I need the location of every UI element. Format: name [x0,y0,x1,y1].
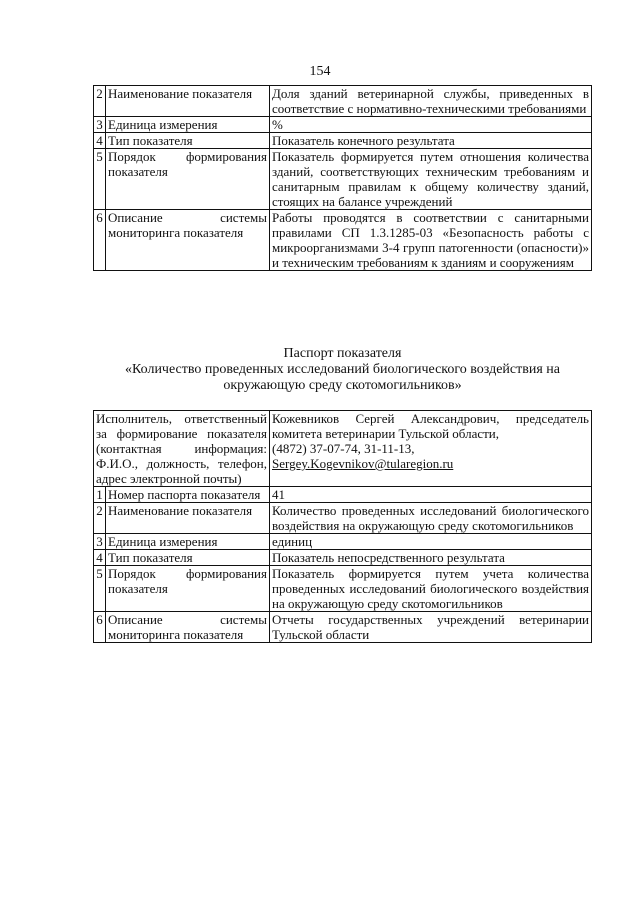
passport-label: Паспорт показателя [283,346,402,361]
row-value: Показатель формируется путем отношения количества зданий, соответствующих техническим требованиям и санитарным правилам к общему количеству зданий, стоящих на балансе учреждений [270,149,592,210]
executor-info [270,411,592,487]
table-row [94,210,592,271]
row-number: 5 [94,149,106,210]
row-label: Единица измерения [106,534,270,550]
row-number: 6 [94,210,106,271]
table-row [94,612,592,643]
indicator-table-continued [93,85,592,271]
row-label: Описание системы мониторинга показателя [106,210,270,271]
row-number: 1 [94,487,106,503]
table-row [94,149,592,210]
passport-title-line1: «Количество проведенных исследований биологического воздействия на [125,362,560,377]
row-label: Тип показателя [106,550,270,566]
row-label: Порядок формирования показателя [106,149,270,210]
row-value: 41 [270,487,592,503]
executor-email-link[interactable]: Sergey.Kogevnikov@tularegion.ru [272,456,454,471]
row-number: 2 [94,503,106,534]
row-value: единиц [270,534,592,550]
row-value: % [270,117,592,133]
passport-heading [60,346,625,394]
row-number: 3 [94,117,106,133]
row-value: Доля зданий ветеринарной службы, приведенных в соответствие с нормативно-техническими требованиями [270,86,592,117]
row-value: Работы проводятся в соответствии с санитарными правилами СП 1.3.1285-03 «Безопасность работы с микроорганизмами 3-4 групп патогенности (опасности)» и техническим требованиям к зданиям и сооружениям [270,210,592,271]
table-row [94,487,592,503]
row-value: Показатель формируется путем учета количества проведенных исследований биологического воздействия на окружающую среду скотомогильников [270,566,592,612]
page-number: 154 [309,64,331,79]
table-row [94,117,592,133]
executor-name: Кожевников Сергей Александрович, председатель комитета ветеринарии Тульской области, [272,411,589,441]
row-number: 4 [94,133,106,149]
executor-phone: (4872) 37-07-74, 31-11-13, [272,441,415,456]
row-number: 4 [94,550,106,566]
row-label: Единица измерения [106,117,270,133]
row-value: Количество проведенных исследований биологического воздействия на окружающую среду скотомогильников [270,503,592,534]
row-label: Описание системы мониторинга показателя [106,612,270,643]
row-value: Отчеты государственных учреждений ветеринарии Тульской области [270,612,592,643]
row-number: 5 [94,566,106,612]
table-row [94,534,592,550]
row-number: 2 [94,86,106,117]
table-row [94,133,592,149]
row-label: Тип показателя [106,133,270,149]
table-row [94,503,592,534]
row-label: Порядок формирования показателя [106,566,270,612]
indicator-passport-table [93,410,592,643]
row-label: Наименование показателя [106,503,270,534]
row-label: Наименование показателя [106,86,270,117]
table-row [94,566,592,612]
executor-label: Исполнитель, ответственный за формирование показателя (контактная информация: Ф.И.О., должность, телефон, адрес электронной почты) [94,411,270,487]
row-value: Показатель непосредственного результата [270,550,592,566]
passport-title-line2: окружающую среду скотомогильников» [223,378,462,393]
table-row [94,550,592,566]
row-label: Номер паспорта показателя [106,487,270,503]
executor-row [94,411,592,487]
row-number: 6 [94,612,106,643]
row-number: 3 [94,534,106,550]
table-row [94,86,592,117]
row-value: Показатель конечного результата [270,133,592,149]
